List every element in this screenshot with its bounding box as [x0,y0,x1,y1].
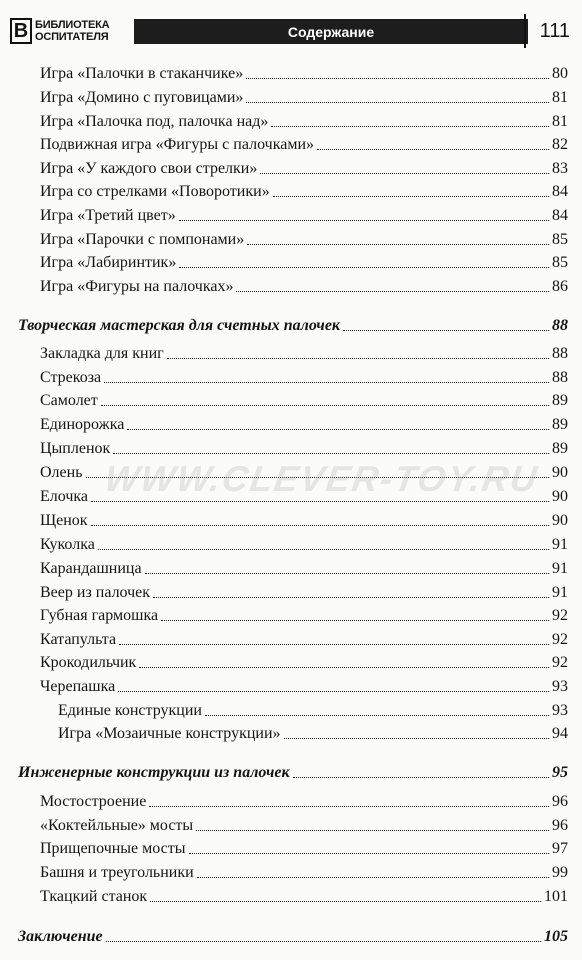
toc-entry-title: Игра «У каждого свои стрелки» [40,160,258,177]
toc-entry [0,485,568,507]
toc-entry-title: Подвижная игра «Фигуры с палочками» [40,136,315,153]
toc-entry [0,814,568,836]
toc-entry [0,699,568,721]
toc-entry-title: Веер из палочек [40,584,151,601]
toc-entry [0,133,568,155]
toc-entry-title: Игра со стрелками «Поворотики» [40,183,270,200]
toc-entry-page: 86 [552,278,568,295]
toc-dot-leader [246,77,549,79]
toc-entry-page: 81 [552,89,568,106]
toc-entry-page: 82 [552,136,568,153]
toc-entry-page: 90 [552,464,568,481]
toc-entry-title: Самолет [40,392,98,409]
toc-entry-title: Игра «Домино с пуговицами» [40,89,244,106]
toc-dot-leader [196,829,549,831]
toc-entry [0,861,568,883]
toc-entry-page: 89 [552,392,568,409]
toc-entry-title: Карандашница [40,560,142,577]
toc-entry-page: 96 [552,817,568,834]
toc-dot-leader [91,524,549,526]
toc-entry-title: Закладка для книг [40,345,164,362]
toc-entry-page: 84 [552,207,568,224]
series-logo [10,17,132,45]
toc-dot-leader [150,900,541,902]
toc-entry [0,62,568,84]
toc-entry-title: Инженерные конструкции из палочек [18,764,290,781]
toc-entry [0,437,568,459]
toc-entry-title: Крокодильчик [40,654,137,671]
toc-entry-title: Заключение [18,928,103,945]
toc-entry [0,86,568,108]
toc-entry-title: Елочка [40,488,89,505]
toc-entry-title: Ткацкий станок [40,888,148,905]
toc-entry-page: 91 [552,584,568,601]
toc-entry-title: Катапульта [40,631,117,648]
toc-section [0,761,568,783]
logo-line-2: ОСПИТАТЕЛЯ [35,31,109,43]
toc-entry-page: 105 [544,928,568,945]
header-title: Содержание [134,19,528,44]
toc-entry-title: Олень [40,464,83,481]
toc-entry-title: Игра «Мозаичные конструкции» [58,725,281,742]
toc-dot-leader [317,148,549,150]
toc-section [0,925,568,947]
toc-entry [0,722,568,744]
toc-entry-title: Творческая мастерская для счетных палочек [18,317,341,334]
toc-entry [0,651,568,673]
toc-dot-leader [145,572,549,574]
toc-dot-leader [236,290,549,292]
toc-dot-leader [113,452,549,454]
toc-entry-page: 85 [552,231,568,248]
toc-dot-leader [260,172,549,174]
toc-entry-page: 99 [552,864,568,881]
toc-entry [0,180,568,202]
toc-dot-leader [161,619,549,621]
toc-dot-leader [106,940,541,942]
toc-dot-leader [104,381,549,383]
toc-entry-title: Стрекоза [40,369,102,386]
toc-dot-leader [189,852,549,854]
toc-entry-page: 89 [552,416,568,433]
toc-entry-page: 81 [552,113,568,130]
toc-entry [0,413,568,435]
toc-entry [0,389,568,411]
toc-entry-title: Игра «Палочки в стаканчике» [40,65,244,82]
toc-dot-leader [119,643,549,645]
toc-entry-title: Башня и треугольники [40,864,194,881]
toc-entry-page: 88 [552,345,568,362]
toc-entry [0,509,568,531]
toc-dot-leader [118,690,549,692]
toc-dot-leader [101,404,549,406]
page-number: 111 [524,14,572,48]
toc-entry-page: 93 [552,678,568,695]
toc-dot-leader [247,243,549,245]
toc-entry-page: 85 [552,254,568,271]
toc-dot-leader [179,266,549,268]
toc-entry [0,604,568,626]
toc-entry-page: 95 [552,764,568,781]
toc-entry [0,342,568,364]
toc-entry-page: 92 [552,631,568,648]
toc-dot-leader [149,805,549,807]
toc-section [0,314,568,336]
toc-dot-leader [273,195,549,197]
toc-entry-page: 83 [552,160,568,177]
toc-entry [0,157,568,179]
toc-entry [0,557,568,579]
toc-entry [0,885,568,907]
toc-entry-page: 88 [552,317,568,334]
toc-dot-leader [293,776,549,778]
toc-dot-leader [271,125,549,127]
toc-entry-title: Щенок [40,512,88,529]
toc-entry [0,275,568,297]
toc-entry-title: Губная гармошка [40,607,159,624]
page-header [10,14,572,48]
toc-dot-leader [167,357,549,359]
toc-entry-title: Игра «Третий цвет» [40,207,176,224]
toc-dot-leader [86,476,550,478]
toc-dot-leader [91,500,549,502]
toc-entry [0,251,568,273]
toc-entry-page: 90 [552,488,568,505]
toc-entry-title: Цыпленок [40,440,111,457]
toc-dot-leader [127,428,549,430]
toc-dot-leader [246,101,549,103]
toc-entry-page: 101 [544,888,568,905]
toc-entry-title: Черепашка [40,678,116,695]
toc-entry-title: Игра «Лабиринтик» [40,254,177,271]
toc-entry-page: 92 [552,607,568,624]
toc-entry-title: Игра «Фигуры на палочках» [40,278,234,295]
toc-dot-leader [343,329,549,331]
toc-entry-title: Единые конструкции [58,702,202,719]
toc-entry-title: Мостостроение [40,793,147,810]
toc-entry-page: 91 [552,560,568,577]
toc-entry-title: Куколка [40,536,95,553]
toc-entry-page: 88 [552,369,568,386]
toc-entry-page: 91 [552,536,568,553]
toc-entry [0,533,568,555]
toc-entry [0,628,568,650]
toc-entry [0,204,568,226]
toc-entry [0,461,568,483]
toc-dot-leader [205,714,549,716]
toc-dot-leader [284,737,549,739]
toc-dot-leader [98,548,549,550]
toc-entry-title: Игра «Палочка под, палочка над» [40,113,269,130]
toc-entry [0,581,568,603]
toc-dot-leader [197,876,549,878]
toc-entry-title: «Коктейльные» мосты [40,817,194,834]
toc-entry-page: 97 [552,840,568,857]
toc-entry [0,837,568,859]
logo-letter-box: В [10,18,32,44]
toc-entry-page: 89 [552,440,568,457]
toc-entry-page: 94 [552,725,568,742]
toc-entry [0,790,568,812]
toc-entry-title: Прищепочные мосты [40,840,186,857]
toc-entry-title: Единорожка [40,416,125,433]
toc-entry [0,110,568,132]
toc-entry-page: 92 [552,654,568,671]
toc-entry-page: 80 [552,65,568,82]
watermark: WWW.CLEVER-TOY.RU [102,458,542,499]
toc-dot-leader [153,596,549,598]
toc-entry-page: 90 [552,512,568,529]
logo-text [35,19,109,43]
toc-dot-leader [139,666,549,668]
logo-line-1: БИБЛИОТЕКА [35,19,110,31]
toc-entry-page: 96 [552,793,568,810]
toc-entry-page: 84 [552,183,568,200]
toc-entry-title: Игра «Парочки с помпонами» [40,231,245,248]
toc-entry [0,675,568,697]
toc-entry [0,228,568,250]
toc-dot-leader [179,219,549,221]
toc-entry [0,366,568,388]
toc-entry-page: 93 [552,702,568,719]
